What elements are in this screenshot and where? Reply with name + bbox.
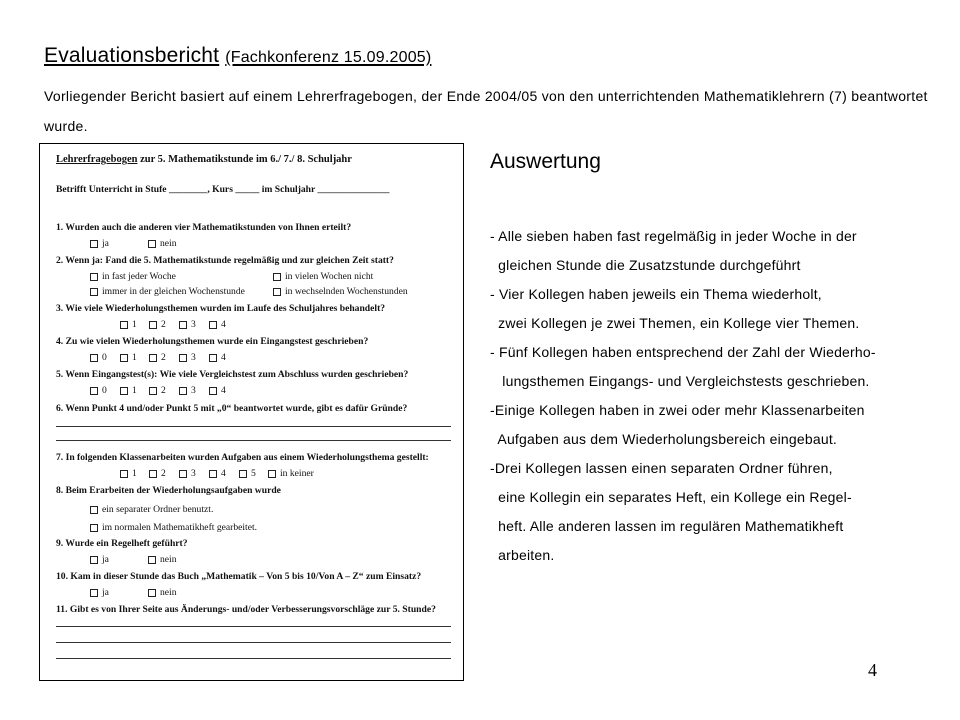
option-label: 4 <box>221 385 226 396</box>
question-1: 1. Wurden auch die anderen vier Mathematikstunden von Ihnen erteilt? <box>56 222 352 233</box>
auswertung-line: arbeiten. <box>490 547 555 563</box>
option-label: 3 <box>191 385 196 396</box>
checkbox-icon <box>90 354 98 362</box>
checkbox-icon <box>179 387 187 395</box>
q3-option-3 <box>179 319 196 330</box>
title-main: Evaluationsbericht <box>44 44 220 67</box>
option-label: ja <box>102 587 109 598</box>
option-label: 3 <box>191 352 196 363</box>
checkbox-icon <box>90 524 98 532</box>
question-2: 2. Wenn ja: Fand die 5. Mathematikstunde regelmäßig und zur gleichen Zeit statt? <box>56 255 394 266</box>
option-label: 2 <box>161 468 166 479</box>
auswertung-line: Aufgaben aus dem Wiederholungsbereich eingebaut. <box>490 431 838 447</box>
checkbox-icon <box>149 387 157 395</box>
q5-option-1 <box>120 385 137 396</box>
option-label: in wechselnden Wochenstunden <box>285 286 408 297</box>
option-label: 4 <box>221 352 226 363</box>
option-label: 4 <box>221 468 226 479</box>
option-label: ja <box>102 238 109 249</box>
q8-option-2 <box>90 522 257 533</box>
option-label: 2 <box>161 352 166 363</box>
option-label: 2 <box>161 385 166 396</box>
q1-option-nein <box>148 238 177 249</box>
questionnaire-heading-rest: zur 5. Mathematikstunde im 6./ 7./ 8. Schuljahr <box>137 154 352 165</box>
q5-option-0 <box>90 385 107 396</box>
answer-line <box>56 426 451 427</box>
checkbox-icon <box>209 354 217 362</box>
option-label: in fast jeder Woche <box>102 271 176 282</box>
checkbox-icon <box>209 321 217 329</box>
option-label: ein separater Ordner benutzt. <box>102 504 214 515</box>
option-label: 1 <box>132 385 137 396</box>
q4-option-1 <box>120 352 137 363</box>
auswertung-line: lungsthemen Eingangs- und Vergleichstests geschrieben. <box>490 373 870 389</box>
q4-option-4 <box>209 352 226 363</box>
option-label: 0 <box>102 352 107 363</box>
question-8: 8. Beim Erarbeiten der Wiederholungsaufgaben wurde <box>56 485 281 496</box>
q3-option-2 <box>149 319 166 330</box>
questionnaire-heading-bold: Lehrerfragebogen <box>56 154 138 165</box>
question-5: 5. Wenn Eingangstest(s): Wie viele Vergleichstest zum Abschluss wurden geschrieben? <box>56 369 409 380</box>
checkbox-icon <box>120 354 128 362</box>
checkbox-icon <box>90 240 98 248</box>
option-label: 1 <box>132 468 137 479</box>
question-9: 9. Wurde ein Regelheft geführt? <box>56 538 188 549</box>
report-title <box>44 44 431 68</box>
option-label: immer in der gleichen Wochenstunde <box>102 286 245 297</box>
checkbox-icon <box>179 470 187 478</box>
checkbox-icon <box>273 288 281 296</box>
option-label: 0 <box>102 385 107 396</box>
question-10: 10. Kam in dieser Stunde das Buch „Mathematik – Von 5 bis 10/Von A – Z“ zum Einsatz? <box>56 571 422 582</box>
checkbox-icon <box>90 288 98 296</box>
option-label: 2 <box>161 319 166 330</box>
checkbox-icon <box>148 589 156 597</box>
question-6: 6. Wenn Punkt 4 und/oder Punkt 5 mit „0“ beantwortet wurde, gibt es dafür Gründe? <box>56 403 408 414</box>
option-label: 3 <box>191 468 196 479</box>
q5-option-4 <box>209 385 226 396</box>
auswertung-heading: Auswertung <box>490 150 601 173</box>
checkbox-icon <box>149 470 157 478</box>
q9-option-nein <box>148 554 177 565</box>
q9-option-ja <box>90 554 109 565</box>
auswertung-line: -Drei Kollegen lassen einen separaten Ordner führen, <box>490 460 833 476</box>
intro-text: Vorliegender Bericht basiert auf einem Lehrerfragebogen, der Ende 2004/05 von den unterrichtenden Mathematiklehrern (7) beantwortet wurde. <box>44 88 928 134</box>
option-label: 5 <box>251 468 256 479</box>
option-label: 1 <box>132 352 137 363</box>
checkbox-icon <box>149 354 157 362</box>
checkbox-icon <box>179 354 187 362</box>
checkbox-icon <box>90 387 98 395</box>
checkbox-icon <box>209 470 217 478</box>
q4-option-0 <box>90 352 107 363</box>
checkbox-icon <box>148 240 156 248</box>
checkbox-icon <box>149 321 157 329</box>
checkbox-icon <box>90 506 98 514</box>
q8-option-1 <box>90 504 213 515</box>
auswertung-line: gleichen Stunde die Zusatzstunde durchgeführt <box>490 257 801 273</box>
answer-line <box>56 440 451 441</box>
auswertung-line: - Vier Kollegen haben jeweils ein Thema wiederholt, <box>490 286 822 302</box>
questionnaire-scan <box>39 143 464 681</box>
q10-option-ja <box>90 587 109 598</box>
auswertung-line: zwei Kollegen je zwei Themen, ein Kollege vier Themen. <box>490 315 860 331</box>
question-7: 7. In folgenden Klassenarbeiten wurden Aufgaben aus einem Wiederholungsthema gestellt: <box>56 452 429 463</box>
option-label: nein <box>160 238 177 249</box>
option-label: nein <box>160 554 177 565</box>
auswertung-line: eine Kollegin ein separates Heft, ein Kollege ein Regel- <box>490 489 852 505</box>
q2-option-4 <box>273 286 408 297</box>
option-label: ja <box>102 554 109 565</box>
option-label: 4 <box>221 319 226 330</box>
answer-line <box>56 642 451 643</box>
title-date: (Fachkonferenz 15.09.2005) <box>225 49 432 66</box>
q7-option-4 <box>209 468 226 479</box>
q7-option-1 <box>120 468 137 479</box>
option-label: 3 <box>191 319 196 330</box>
auswertung-list <box>490 222 930 570</box>
q2-option-1 <box>90 271 176 282</box>
option-label: in vielen Wochen nicht <box>285 271 374 282</box>
checkbox-icon <box>179 321 187 329</box>
checkbox-icon <box>120 321 128 329</box>
question-3: 3. Wie viele Wiederholungsthemen wurden im Laufe des Schuljahres behandelt? <box>56 303 386 314</box>
q3-option-1 <box>120 319 137 330</box>
q7-option-5 <box>239 468 256 479</box>
checkbox-icon <box>90 589 98 597</box>
q2-option-3 <box>90 286 245 297</box>
option-label: im normalen Mathematikheft gearbeitet. <box>102 522 258 533</box>
answer-line <box>56 626 451 627</box>
checkbox-icon <box>120 470 128 478</box>
q10-option-nein <box>148 587 177 598</box>
q7-option-3 <box>179 468 196 479</box>
option-label: 1 <box>132 319 137 330</box>
page-number: 4 <box>868 660 877 680</box>
answer-line <box>56 658 451 659</box>
q7-option-keiner <box>268 468 314 479</box>
checkbox-icon <box>273 273 281 281</box>
option-label: in keiner <box>280 468 314 479</box>
questionnaire-heading <box>56 154 352 165</box>
auswertung-line: -Einige Kollegen haben in zwei oder mehr Klassenarbeiten <box>490 402 865 418</box>
questionnaire-context: Betrifft Unterricht in Stufe ________, Kurs _____ im Schuljahr _______________ <box>56 184 390 195</box>
checkbox-icon <box>239 470 247 478</box>
checkbox-icon <box>209 387 217 395</box>
q5-option-2 <box>149 385 166 396</box>
checkbox-icon <box>268 470 276 478</box>
option-label: nein <box>160 587 177 598</box>
q1-option-ja <box>90 238 109 249</box>
q4-option-3 <box>179 352 196 363</box>
checkbox-icon <box>120 387 128 395</box>
checkbox-icon <box>148 556 156 564</box>
auswertung-line: - Fünf Kollegen haben entsprechend der Zahl der Wiederho- <box>490 344 876 360</box>
question-11: 11. Gibt es von Ihrer Seite aus Änderungs- und/oder Verbesserungsvorschläge zur 5. Stunde? <box>56 604 436 615</box>
auswertung-line: - Alle sieben haben fast regelmäßig in jeder Woche in der <box>490 228 857 244</box>
checkbox-icon <box>90 556 98 564</box>
q4-option-2 <box>149 352 166 363</box>
q7-option-2 <box>149 468 166 479</box>
q3-option-4 <box>209 319 226 330</box>
q2-option-2 <box>273 271 373 282</box>
question-4: 4. Zu wie vielen Wiederholungsthemen wurde ein Eingangstest geschrieben? <box>56 336 369 347</box>
auswertung-line: heft. Alle anderen lassen im regulären Mathematikheft <box>490 518 844 534</box>
q5-option-3 <box>179 385 196 396</box>
checkbox-icon <box>90 273 98 281</box>
